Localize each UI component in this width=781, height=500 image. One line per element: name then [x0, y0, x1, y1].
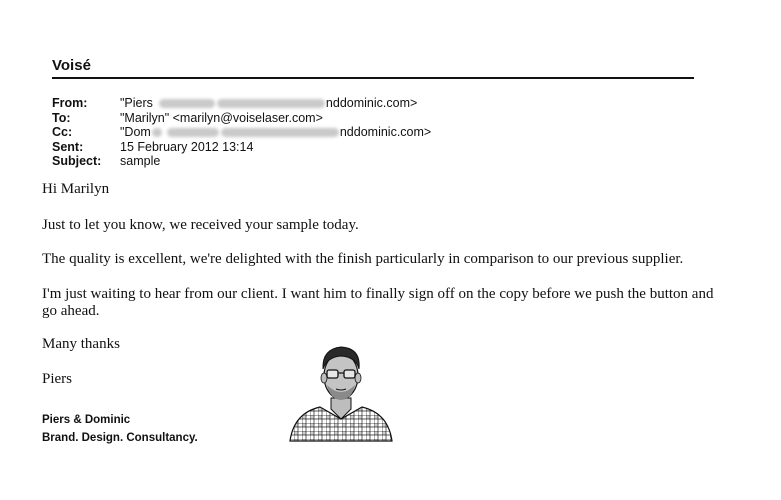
to-value: "Marilyn" <marilyn@voiselaser.com> — [120, 110, 323, 125]
signature-company: Piers & Dominic — [42, 414, 131, 426]
header-subject — [52, 154, 431, 169]
subject-value: sample — [120, 154, 161, 169]
redaction-mark — [159, 99, 215, 108]
email-signature — [42, 411, 198, 447]
cc-prefix: "Dom — [120, 125, 151, 140]
body-paragraph-1: Just to let you know, we received your sample today. — [42, 217, 359, 233]
greeting: Hi Marilyn — [42, 181, 110, 197]
body-paragraph-3: I'm just waiting to hear from our client. I want him to finally sign off on the copy before we push the button and go ahead. — [42, 286, 714, 319]
redaction-mark — [221, 128, 339, 137]
subject-label: Subject: — [52, 154, 102, 169]
header-from — [52, 96, 431, 111]
sent-label: Sent: — [52, 139, 84, 154]
cc-suffix: nddominic.com> — [339, 125, 432, 140]
header-to — [52, 111, 431, 126]
sender-name: Piers — [42, 371, 72, 387]
closing-line: Many thanks — [42, 336, 120, 352]
from-value — [120, 96, 417, 110]
redaction-mark — [167, 128, 219, 137]
redaction-mark — [217, 99, 325, 108]
email-brand-title: Voisé — [52, 57, 91, 74]
title-divider — [52, 77, 694, 79]
redaction-mark — [152, 128, 162, 137]
cc-label: Cc: — [52, 125, 73, 140]
sent-value: 15 February 2012 13:14 — [120, 139, 254, 154]
from-prefix: "Piers — [120, 96, 153, 111]
email-headers — [52, 96, 431, 169]
from-suffix: nddominic.com> — [325, 96, 418, 111]
cc-value — [120, 125, 431, 139]
signature-tagline: Brand. Design. Consultancy. — [42, 432, 198, 444]
header-sent — [52, 140, 431, 155]
body-paragraph-2: The quality is excellent, we're delighted with the finish particularly in comparison to our previous supplier. — [42, 251, 684, 267]
from-label: From: — [52, 96, 88, 111]
to-label: To: — [52, 110, 71, 125]
avatar-illustration — [286, 343, 396, 443]
header-cc — [52, 125, 431, 140]
